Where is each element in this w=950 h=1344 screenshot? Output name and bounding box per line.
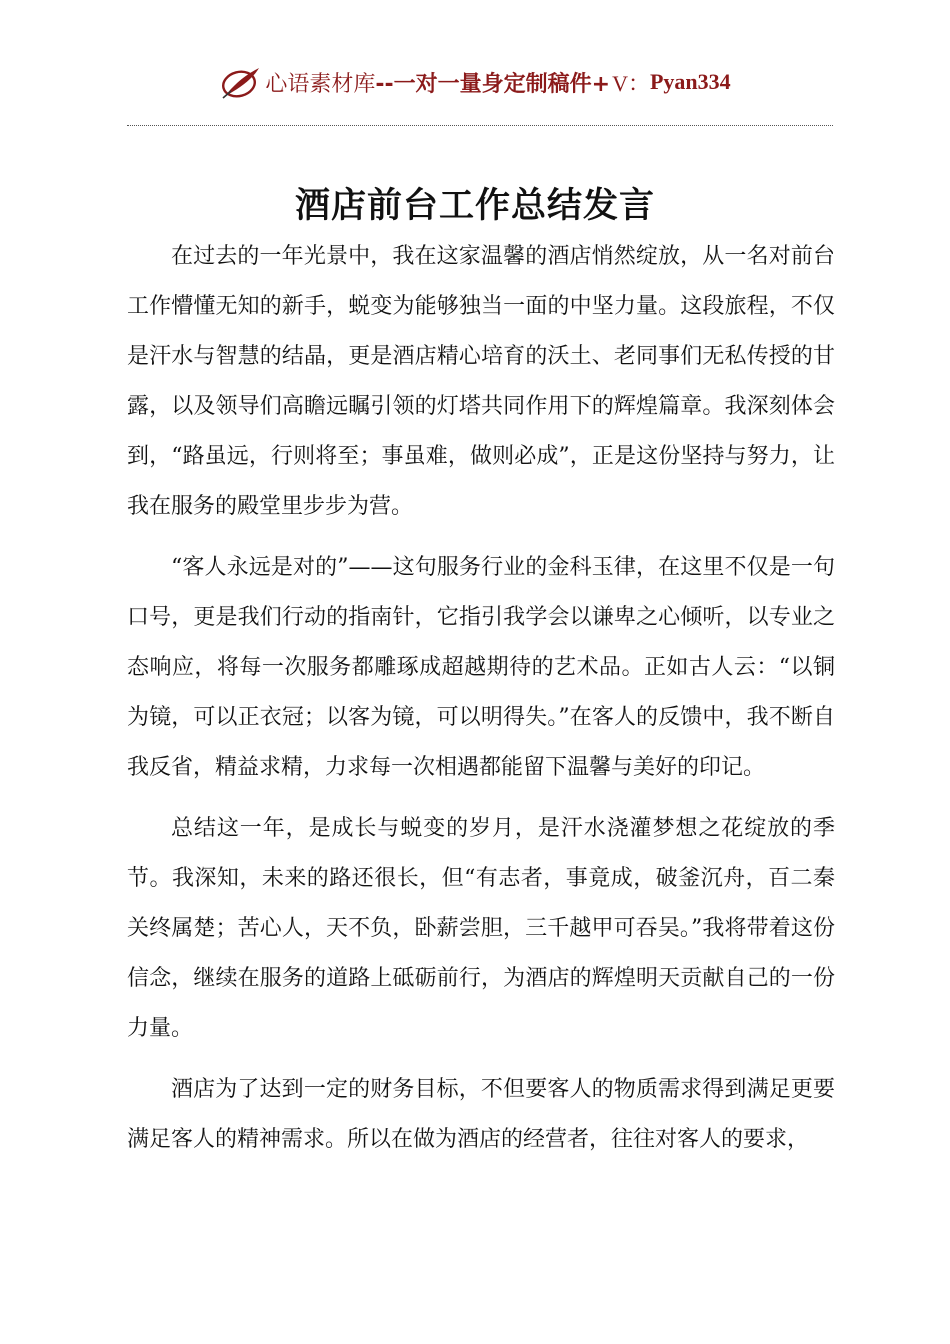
document-body — [127, 232, 835, 1176]
body-paragraph: “客人永远是对的”——这句服务行业的金科玉律，在这里不仅是一句口号，更是我们行动的指南针，它指引我学会以谦卑之心倾听，以专业之态响应，将每一次服务都雕琢成超越期待的艺术品。正如古人云：“以铜为镜，可以正衣冠；以客为镜，可以明得失。”在客人的反馈中，我不断自我反省，精益求精，力求每一次相遇都能留下温馨与美好的印记。 — [127, 555, 835, 780]
header-tagline: --一对一量身定制稿件+ — [375, 71, 611, 97]
body-paragraph: 在过去的一年光景中，我在这家温馨的酒店悄然绽放，从一名对前台工作懵懂无知的新手，蜕变为能够独当一面的中坚力量。这段旅程，不仅是汗水与智慧的结晶，更是酒店精心培育的沃土、老同事们无私传授的甘露，以及领导们高瞻远瞩引领的灯塔共同作用下的辉煌篇章。我深刻体会到，“路虽远，行则将至；事虽难，做则必成”，正是这份坚持与努力，让我在服务的殿堂里步步为营。 — [127, 244, 835, 519]
document-title: 酒店前台工作总结发言 — [294, 185, 655, 226]
header-divider — [127, 125, 833, 126]
page-header — [0, 62, 950, 102]
body-paragraph: 总结这一年，是成长与蜕变的岁月，是汗水浇灌梦想之花绽放的季节。我深知，未来的路还很长，但“有志者，事竟成，破釜沉舟，百二秦关终属楚；苦心人，天不负，卧薪尝胆，三千越甲可吞吴。”我将带着这份信念，继续在服务的道路上砥砺前行，为酒店的辉煌明天贡献自己的一份力量。 — [127, 816, 835, 1041]
wechat-label: V： — [612, 70, 650, 96]
body-paragraph: 酒店为了达到一定的财务目标，不但要客人的物质需求得到满足更要满足客人的精神需求。所以在做为酒店的经营者，往往对客人的要求， — [127, 1077, 835, 1152]
wechat-id: Pyan334 — [649, 69, 731, 94]
quill-pen-logo-icon — [219, 64, 263, 100]
brand-name: 心语素材库 — [265, 71, 376, 97]
